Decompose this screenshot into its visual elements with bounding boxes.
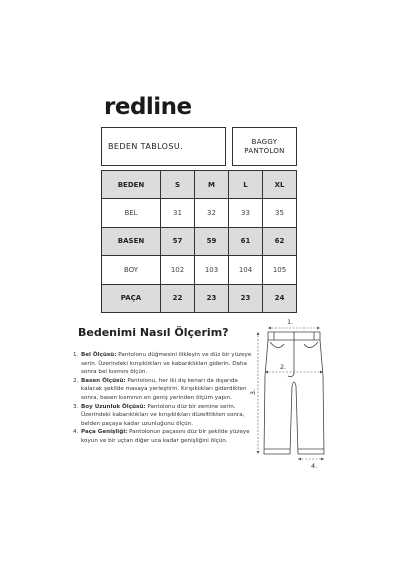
step-number: 1. bbox=[73, 352, 79, 358]
table-cell: 24 bbox=[263, 284, 297, 312]
product-type-line2: PANTOLON bbox=[244, 146, 285, 155]
table-cell: 61 bbox=[229, 227, 263, 255]
diagram-label-waist: 1. bbox=[287, 318, 294, 326]
table-cell: 103 bbox=[195, 256, 229, 284]
table-cell: 57 bbox=[161, 227, 195, 255]
step-label: Boy Uzunluk Ölçüsü: bbox=[81, 403, 146, 410]
step-number: 3. bbox=[73, 403, 79, 410]
header-cell-size: BEDEN bbox=[102, 171, 161, 199]
table-cell: 22 bbox=[161, 284, 195, 312]
table-cell: 62 bbox=[263, 227, 297, 255]
size-table bbox=[101, 170, 297, 313]
step-text: Pantolonun paçasını düz bir şekilde yüzeye koyun ve bir uçtan diğer uca kadar genişliğini ölçün. bbox=[81, 429, 250, 444]
row-label: BASEN bbox=[102, 227, 161, 255]
table-header-row bbox=[102, 171, 297, 199]
table-cell: 59 bbox=[195, 227, 229, 255]
row-label: PAÇA bbox=[102, 284, 161, 312]
product-type-box bbox=[232, 127, 297, 166]
table-cell: 102 bbox=[161, 256, 195, 284]
table-cell: 104 bbox=[229, 256, 263, 284]
list-item bbox=[73, 428, 253, 445]
table-row-boy bbox=[102, 256, 297, 284]
list-item bbox=[73, 403, 253, 429]
brand-logo: redline bbox=[104, 94, 192, 120]
table-row-paca bbox=[102, 284, 297, 312]
table-cell: 105 bbox=[263, 256, 297, 284]
list-item bbox=[73, 377, 253, 403]
size-chart-title: BEDEN TABLOSU. bbox=[108, 142, 184, 151]
table-cell: 35 bbox=[263, 199, 297, 227]
how-to-measure-title: Bedenimi Nasıl Ölçerim? bbox=[78, 326, 229, 339]
step-label: Bel Ölçüsü: bbox=[81, 352, 117, 358]
list-item bbox=[73, 351, 253, 377]
table-row-bel bbox=[102, 199, 297, 227]
header-cell-xl: XL bbox=[263, 171, 297, 199]
step-number: 2. bbox=[73, 377, 79, 384]
pants-measurement-diagram bbox=[250, 316, 340, 476]
measure-steps-list bbox=[73, 351, 253, 446]
step-text: Pantolonu düğmesini ilikleyin ve düz bir yüzeye serin. Üzerindeki kırışıklıkları ve kabarıklıkları giderin. Daha sonra bel kısmını ölçün. bbox=[81, 352, 252, 376]
row-label: BEL bbox=[102, 199, 161, 227]
header-cell-m: M bbox=[195, 171, 229, 199]
diagram-label-hem: 4. bbox=[311, 462, 318, 470]
header-cell-s: S bbox=[161, 171, 195, 199]
step-label: Paça Genişliği: bbox=[81, 429, 128, 436]
step-number: 4. bbox=[73, 429, 79, 436]
step-text: Pantolonu düz bir zemine serin. Üzerindeki kabarıklıkları ve kırışıklıkları düzelttikten sonra, belden paçaya kadar uzunluğunu ölçün. bbox=[81, 403, 245, 427]
step-text: Pantolonu, her iki dış kenarı da dışarıda kalacak şekilde masaya yerleştirin. Kırışıklıkları giderdikten sonra, basen kısmının en geniş yerinden ölçüm yapın. bbox=[81, 377, 247, 401]
diagram-label-hip: 2. bbox=[280, 363, 287, 371]
step-label: Basen Ölçüsü: bbox=[81, 377, 126, 384]
row-label: BOY bbox=[102, 256, 161, 284]
table-cell: 23 bbox=[195, 284, 229, 312]
size-chart-title-box bbox=[101, 127, 226, 166]
table-row-basen bbox=[102, 227, 297, 255]
table-cell: 23 bbox=[229, 284, 263, 312]
table-cell: 31 bbox=[161, 199, 195, 227]
table-cell: 33 bbox=[229, 199, 263, 227]
table-cell: 32 bbox=[195, 199, 229, 227]
header-cell-l: L bbox=[229, 171, 263, 199]
diagram-label-length: 3. bbox=[249, 388, 258, 396]
pants-outline-icon bbox=[250, 316, 340, 476]
product-type-line1: BAGGY bbox=[251, 137, 278, 146]
